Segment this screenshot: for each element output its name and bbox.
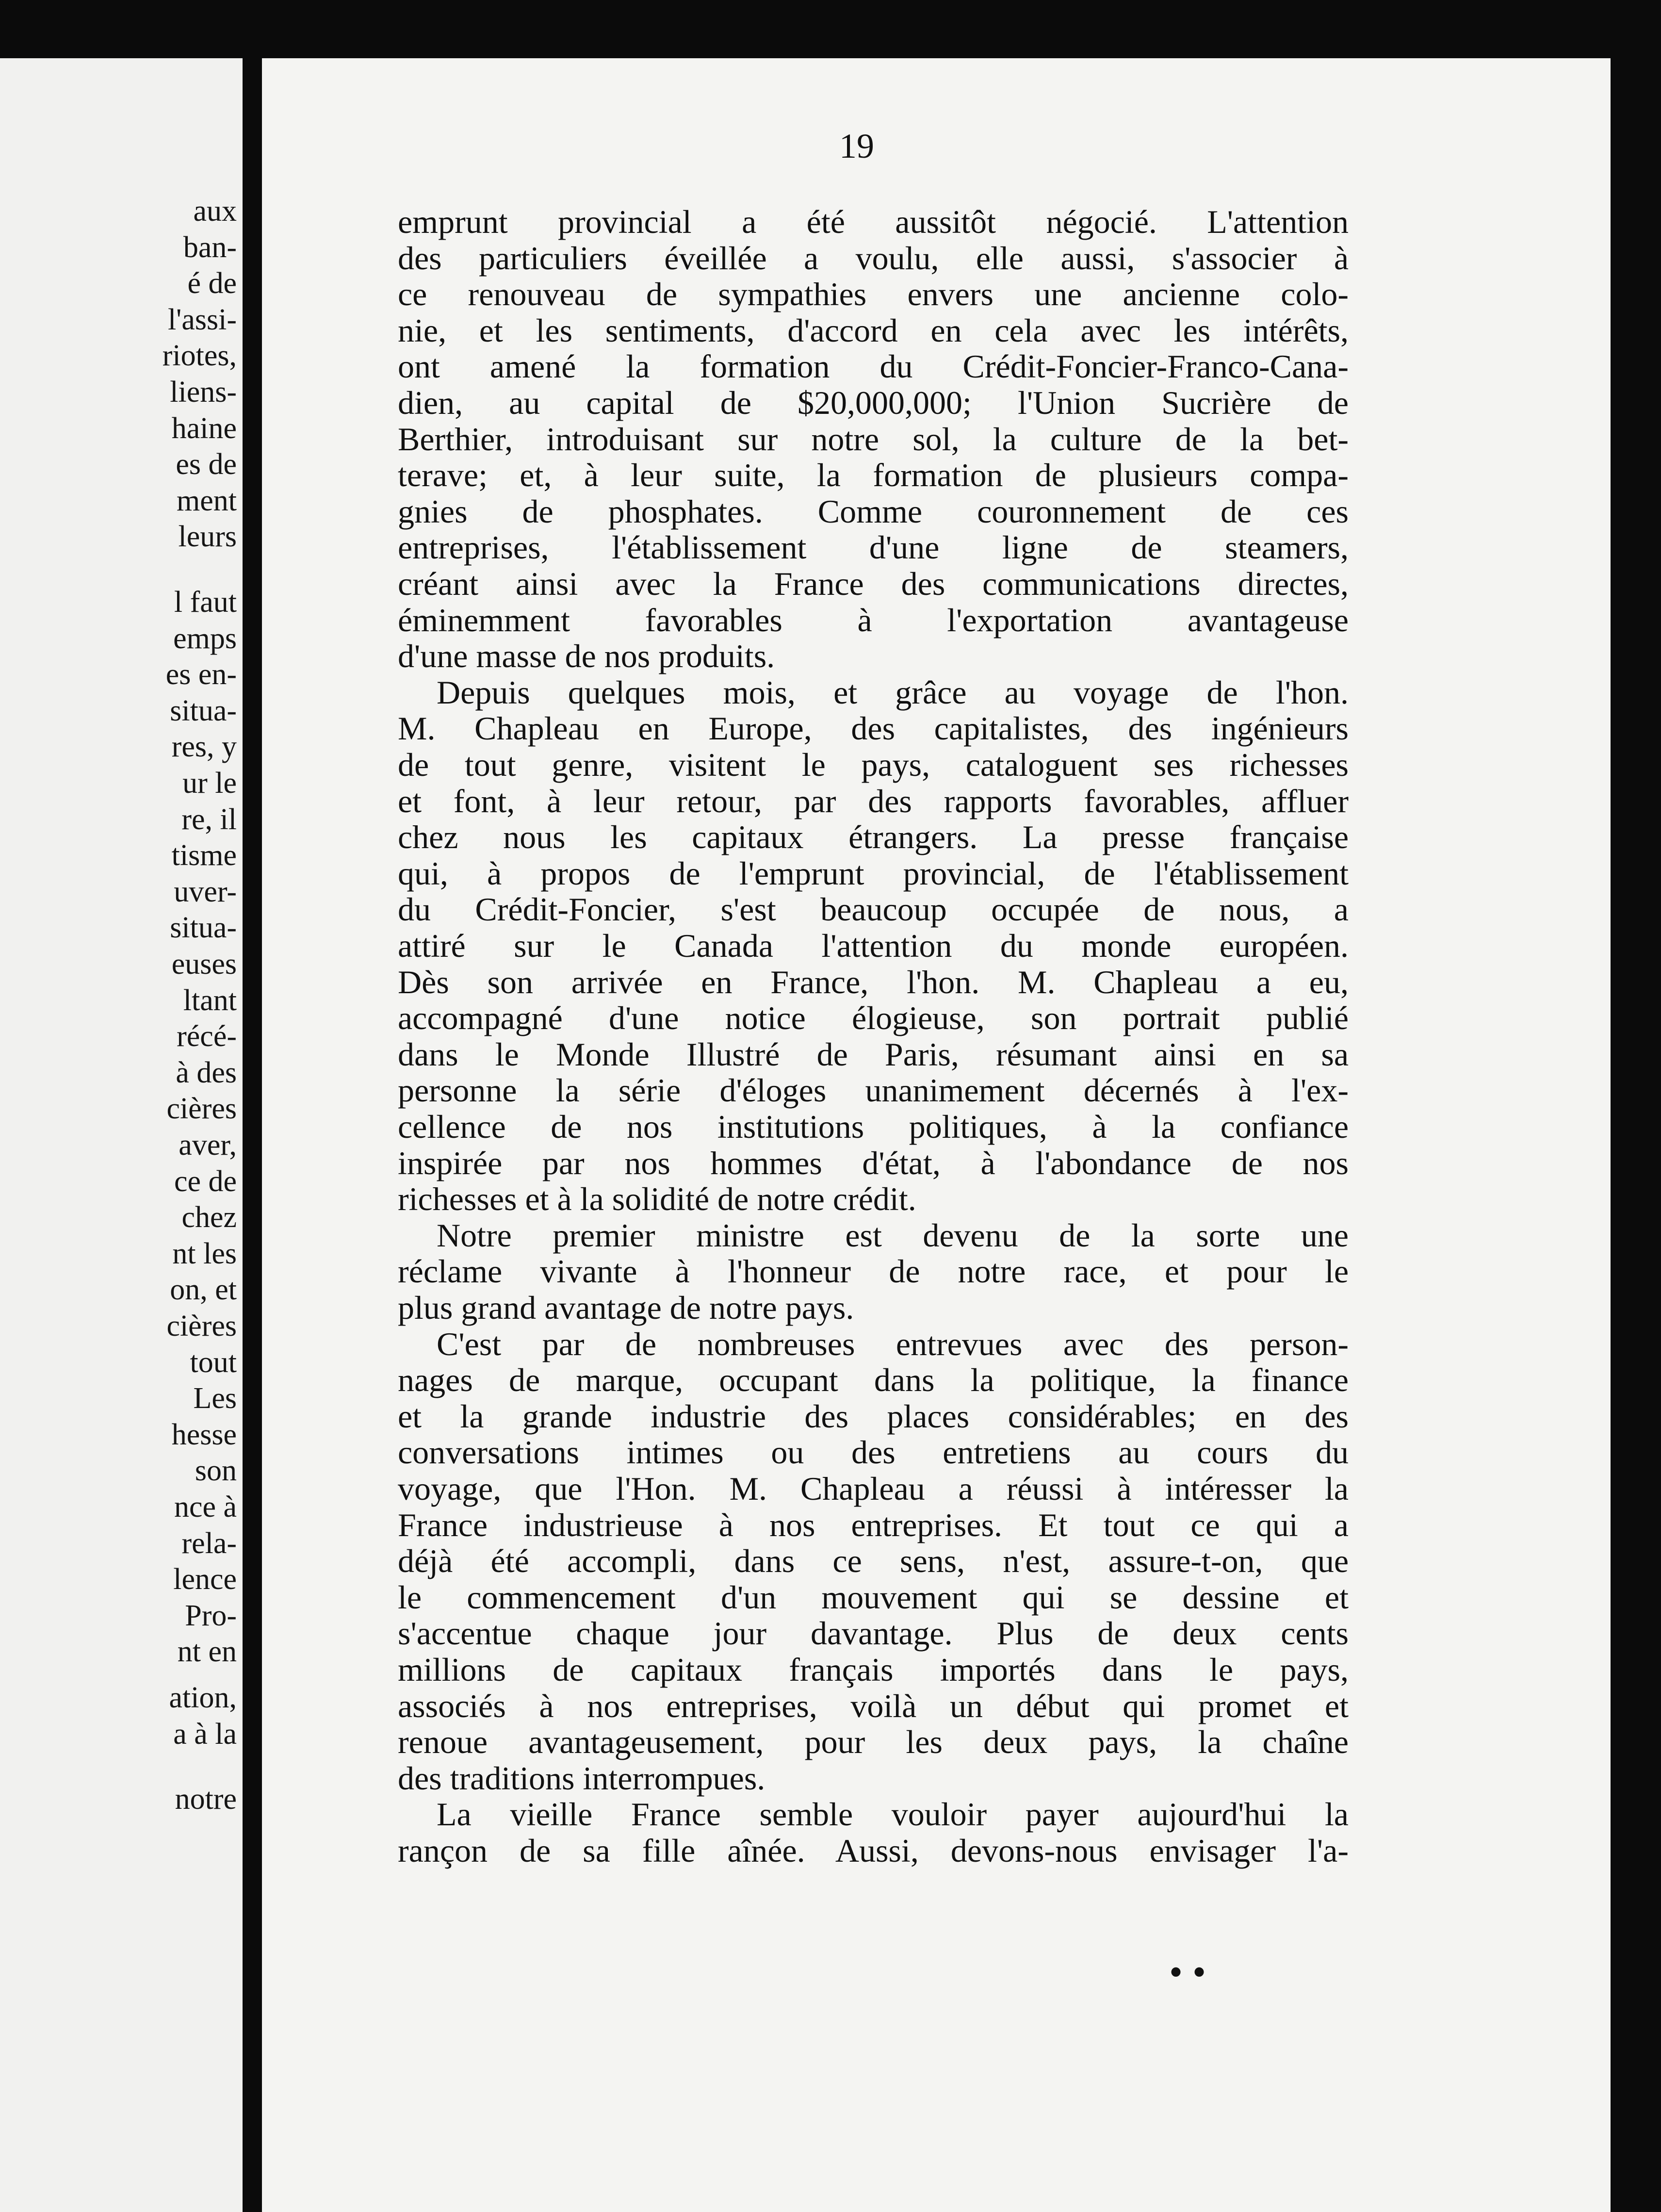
left-page-text-fragment: haine — [171, 412, 237, 445]
text-line: Depuis quelques mois, et grâce au voyage de l'hon. — [437, 674, 1349, 711]
text-line: gnies de phosphates. Comme couronnement de ces — [398, 493, 1349, 530]
page-number: 19 — [839, 127, 874, 165]
left-page-text-fragment: tisme — [171, 839, 237, 872]
scan-right-border — [1611, 0, 1661, 2212]
text-line: nages de marque, occupant dans la politique, la finance — [398, 1361, 1349, 1398]
main-page — [262, 58, 1611, 2212]
left-page-text-fragment: lence — [173, 1563, 237, 1596]
text-line: des particuliers éveillée a voulu, elle aussi, s'associer à — [398, 240, 1349, 277]
text-line: plus grand avantage de notre pays. — [398, 1289, 854, 1326]
left-page-text-fragment: é de — [187, 267, 237, 300]
left-page-text-fragment: es en- — [165, 658, 237, 691]
text-line: chez nous les capitaux étrangers. La presse française — [398, 819, 1349, 855]
text-line: ont amené la formation du Crédit-Foncier-Franco-Cana- — [398, 348, 1349, 385]
left-page-text-fragment: ban- — [183, 231, 237, 264]
left-page-text-fragment: liens- — [170, 376, 237, 409]
text-line: Dès son arrivée en France, l'hon. M. Chapleau a eu, — [398, 964, 1349, 1000]
footer-marks: • • — [1169, 1951, 1206, 1994]
left-page-text-fragment: Les — [193, 1382, 237, 1415]
text-line: dans le Monde Illustré de Paris, résumant ainsi en sa — [398, 1036, 1349, 1073]
text-line: Berthier, introduisant sur notre sol, la culture de la bet- — [398, 421, 1349, 458]
text-line: terave; et, à leur suite, la formation de plusieurs compa- — [398, 457, 1349, 493]
left-page-text-fragment: nt en — [177, 1635, 237, 1668]
text-line: C'est par de nombreuses entrevues avec des person- — [437, 1326, 1349, 1362]
text-line: entreprises, l'établissement d'une ligne de steamers, — [398, 529, 1349, 566]
text-line: emprunt provincial a été aussitôt négocié. L'attention — [398, 203, 1349, 240]
left-page-text-fragment: a à la — [173, 1718, 237, 1751]
left-page-text-fragment: on, et — [170, 1273, 237, 1306]
left-page-text-fragment: Pro- — [185, 1599, 237, 1632]
left-page-text-fragment: l'assi- — [167, 303, 237, 336]
text-line: ce renouveau de sympathies envers une ancienne colo- — [398, 276, 1349, 312]
text-line: d'une masse de nos produits. — [398, 638, 775, 674]
left-page-text-fragment: ce de — [174, 1165, 237, 1198]
left-page-text-fragment: rela- — [181, 1527, 237, 1560]
left-page-text-fragment: chez — [181, 1201, 237, 1234]
left-page-text-fragment: res, y — [171, 730, 237, 763]
text-line: créant ainsi avec la France des communications directes, — [398, 565, 1349, 602]
text-line: et font, à leur retour, par des rapports favorables, affluer — [398, 783, 1349, 819]
text-line: conversations intimes ou des entretiens au cours du — [398, 1434, 1349, 1471]
text-line: rançon de sa fille aînée. Aussi, devons-nous envisager l'a- — [398, 1832, 1349, 1869]
left-page-text-fragment: leurs — [178, 520, 237, 553]
left-page-text-fragment: à des — [176, 1056, 237, 1089]
left-page-text-fragment: ltant — [183, 984, 237, 1017]
text-line: cellence de nos institutions politiques, à la confiance — [398, 1108, 1349, 1145]
text-line: France industrieuse à nos entreprises. Et tout ce qui a — [398, 1507, 1349, 1543]
page-gutter — [243, 0, 262, 2212]
left-page-text-fragment: cières — [166, 1092, 237, 1125]
text-line: nie, et les sentiments, d'accord en cela avec les intérêts, — [398, 312, 1349, 349]
left-page-fragment — [0, 58, 243, 2212]
left-page-text-fragment: nt les — [172, 1237, 237, 1270]
text-line: dien, au capital de $20,000,000; l'Union Sucrière de — [398, 384, 1349, 421]
left-page-text-fragment: euses — [171, 948, 237, 981]
text-line: M. Chapleau en Europe, des capitalistes, des ingénieurs — [398, 710, 1349, 747]
text-line: Notre premier ministre est devenu de la sorte une — [437, 1217, 1349, 1254]
left-page-text-fragment: l faut — [174, 586, 237, 619]
left-page-text-fragment: aver, — [179, 1129, 237, 1162]
text-line: déjà été accompli, dans ce sens, n'est, assure-t-on, que — [398, 1542, 1349, 1579]
left-page-text-fragment: nce à — [174, 1491, 237, 1524]
left-page-text-fragment: ur le — [182, 767, 237, 800]
text-line: réclame vivante à l'honneur de notre race, et pour le — [398, 1253, 1349, 1290]
left-page-text-fragment: cières — [166, 1310, 237, 1343]
left-page-text-fragment: hesse — [171, 1418, 237, 1451]
left-page-text-fragment: notre — [175, 1783, 237, 1816]
left-page-text-fragment: uver- — [174, 875, 237, 908]
text-line: accompagné d'une notice élogieuse, son portrait publié — [398, 999, 1349, 1036]
left-page-text-fragment: riotes, — [162, 339, 237, 372]
text-line: personne la série d'éloges unanimement décernés à l'ex- — [398, 1072, 1349, 1109]
text-line: du Crédit-Foncier, s'est beaucoup occupée de nous, a — [398, 891, 1349, 928]
left-page-text-fragment: récé- — [177, 1020, 237, 1053]
left-page-text-fragment: tout — [190, 1346, 237, 1379]
left-page-text-fragment: situa- — [170, 911, 237, 944]
text-line: le commencement d'un mouvement qui se dessine et — [398, 1579, 1349, 1616]
text-line: de tout genre, visitent le pays, cataloguent ses richesses — [398, 746, 1349, 783]
left-page-text-fragment: aux — [193, 195, 237, 228]
text-line: éminemment favorables à l'exportation avantageuse — [398, 602, 1349, 639]
left-page-text-fragment: situa- — [170, 694, 237, 727]
text-line: attiré sur le Canada l'attention du monde européen. — [398, 927, 1349, 964]
left-page-text-fragment: re, il — [181, 803, 237, 836]
text-line: qui, à propos de l'emprunt provincial, de l'établissement — [398, 855, 1349, 892]
text-line: renoue avantageusement, pour les deux pays, la chaîne — [398, 1723, 1349, 1760]
text-line: inspirée par nos hommes d'état, à l'abondance de nos — [398, 1145, 1349, 1181]
left-page-text-fragment: ment — [177, 484, 237, 517]
left-page-text-fragment: son — [195, 1454, 237, 1487]
left-page-text-fragment: ation, — [169, 1681, 237, 1714]
text-line: associés à nos entreprises, voilà un début qui promet et — [398, 1688, 1349, 1724]
text-line: s'accentue chaque jour davantage. Plus de deux cents — [398, 1615, 1349, 1652]
text-line: La vieille France semble vouloir payer aujourd'hui la — [437, 1796, 1349, 1833]
left-page-text-fragment: es de — [176, 448, 237, 481]
text-line: richesses et à la solidité de notre crédit. — [398, 1180, 916, 1217]
left-page-text-fragment: emps — [173, 622, 237, 655]
text-line: voyage, que l'Hon. M. Chapleau a réussi à intéresser la — [398, 1470, 1349, 1507]
text-line: millions de capitaux français importés dans le pays, — [398, 1651, 1349, 1688]
text-line: et la grande industrie des places considérables; en des — [398, 1398, 1349, 1435]
text-line: des traditions interrompues. — [398, 1760, 765, 1797]
